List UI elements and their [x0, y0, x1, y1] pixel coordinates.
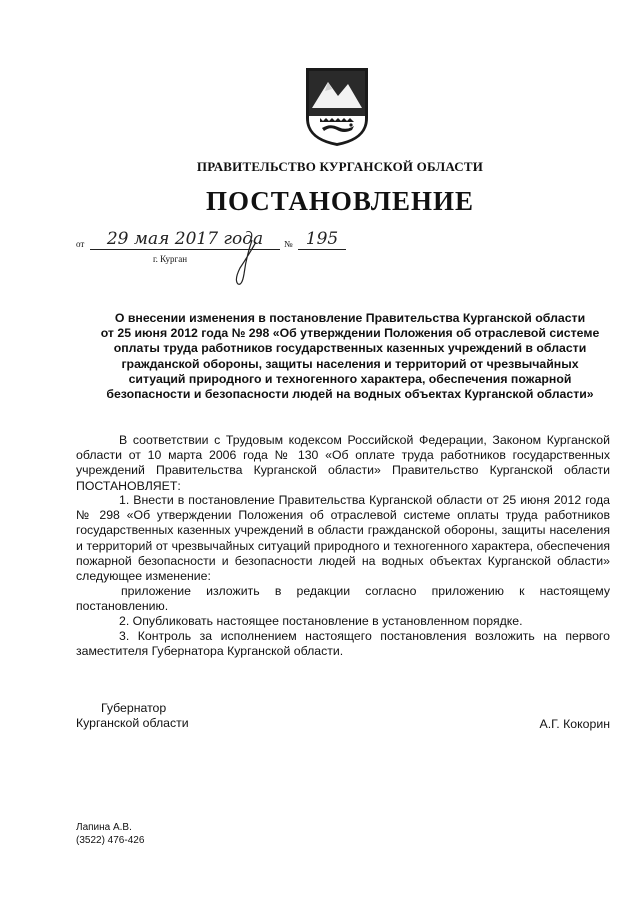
handwritten-number: 195	[305, 229, 339, 249]
executor-footer	[76, 821, 144, 847]
item-2-paragraph: 2. Опубликовать настоящее постановление в установленном порядке.	[119, 614, 523, 628]
number-sign: №	[284, 239, 293, 249]
date-prefix: от	[76, 239, 85, 249]
title-line: оплаты труда работников государственных казенных учреждений в области	[113, 341, 587, 356]
title-line: безопасности и безопасности людей на водных объектах Курганской области»	[106, 387, 594, 402]
handwritten-signature-mark	[228, 238, 268, 295]
document-type: ПОСТАНОВЛЕНИЕ	[205, 186, 475, 216]
signatory-name: А.Г. Кокорин	[539, 717, 610, 731]
role-line-2: Курганской области	[76, 716, 189, 731]
organization-title: ПРАВИТЕЛЬСТВО КУРГАНСКОЙ ОБЛАСТИ	[196, 159, 484, 174]
coat-of-arms-emblem	[304, 66, 370, 148]
title-line: ситуаций природного и техногенного характера, обеспечения пожарной	[128, 371, 572, 386]
item-3-paragraph: 3. Контроль за исполнением настоящего постановления возложить на первого заместителя Губернатора Курганской области.	[76, 629, 610, 659]
executor-phone: (3522) 476-426	[76, 835, 145, 846]
title-line: от 25 июня 2012 года № 298 «Об утверждении Положения об отраслевой системе	[100, 326, 600, 341]
role-line-1: Губернатор	[101, 701, 167, 715]
title-line: О внесении изменения в постановление Правительства Курганской области	[114, 311, 586, 325]
signatory-role	[76, 701, 189, 731]
item-1-sub-paragraph: приложение изложить в редакции согласно приложению к настоящему постановлению.	[76, 584, 610, 614]
city: г. Курган	[153, 254, 188, 264]
handwritten-date: 29 мая 2017 года	[106, 229, 264, 249]
title-line: гражданской обороны, защиты населения и территорий от чрезвычайных	[121, 356, 579, 371]
item-1-paragraph: 1. Внести в постановление Правительства Курганской области от 25 июня 2012 года № 298 «Об утверждении Положения об отраслевой системе оплаты труда работников государственных казенных учреждений в области гражданской обороны, защиты населения и территорий от чрезвычайных ситуаций природного и техногенного характера, обеспечения пожарной безопасности и безопасности людей на водных объектах Курганской области» следующее изменение:	[76, 493, 610, 584]
executor-name: Лапина А.В.	[76, 822, 132, 833]
document-title	[60, 311, 640, 402]
preamble-paragraph: В соответствии с Трудовым кодексом Российской Федерации, Законом Курганской области от 10 марта 2006 года № 130 «Об оплате труда работников государственных учреждений Правительства Курганской области» Правительство Курганской области ПОСТАНОВЛЯЕТ:	[76, 433, 610, 493]
